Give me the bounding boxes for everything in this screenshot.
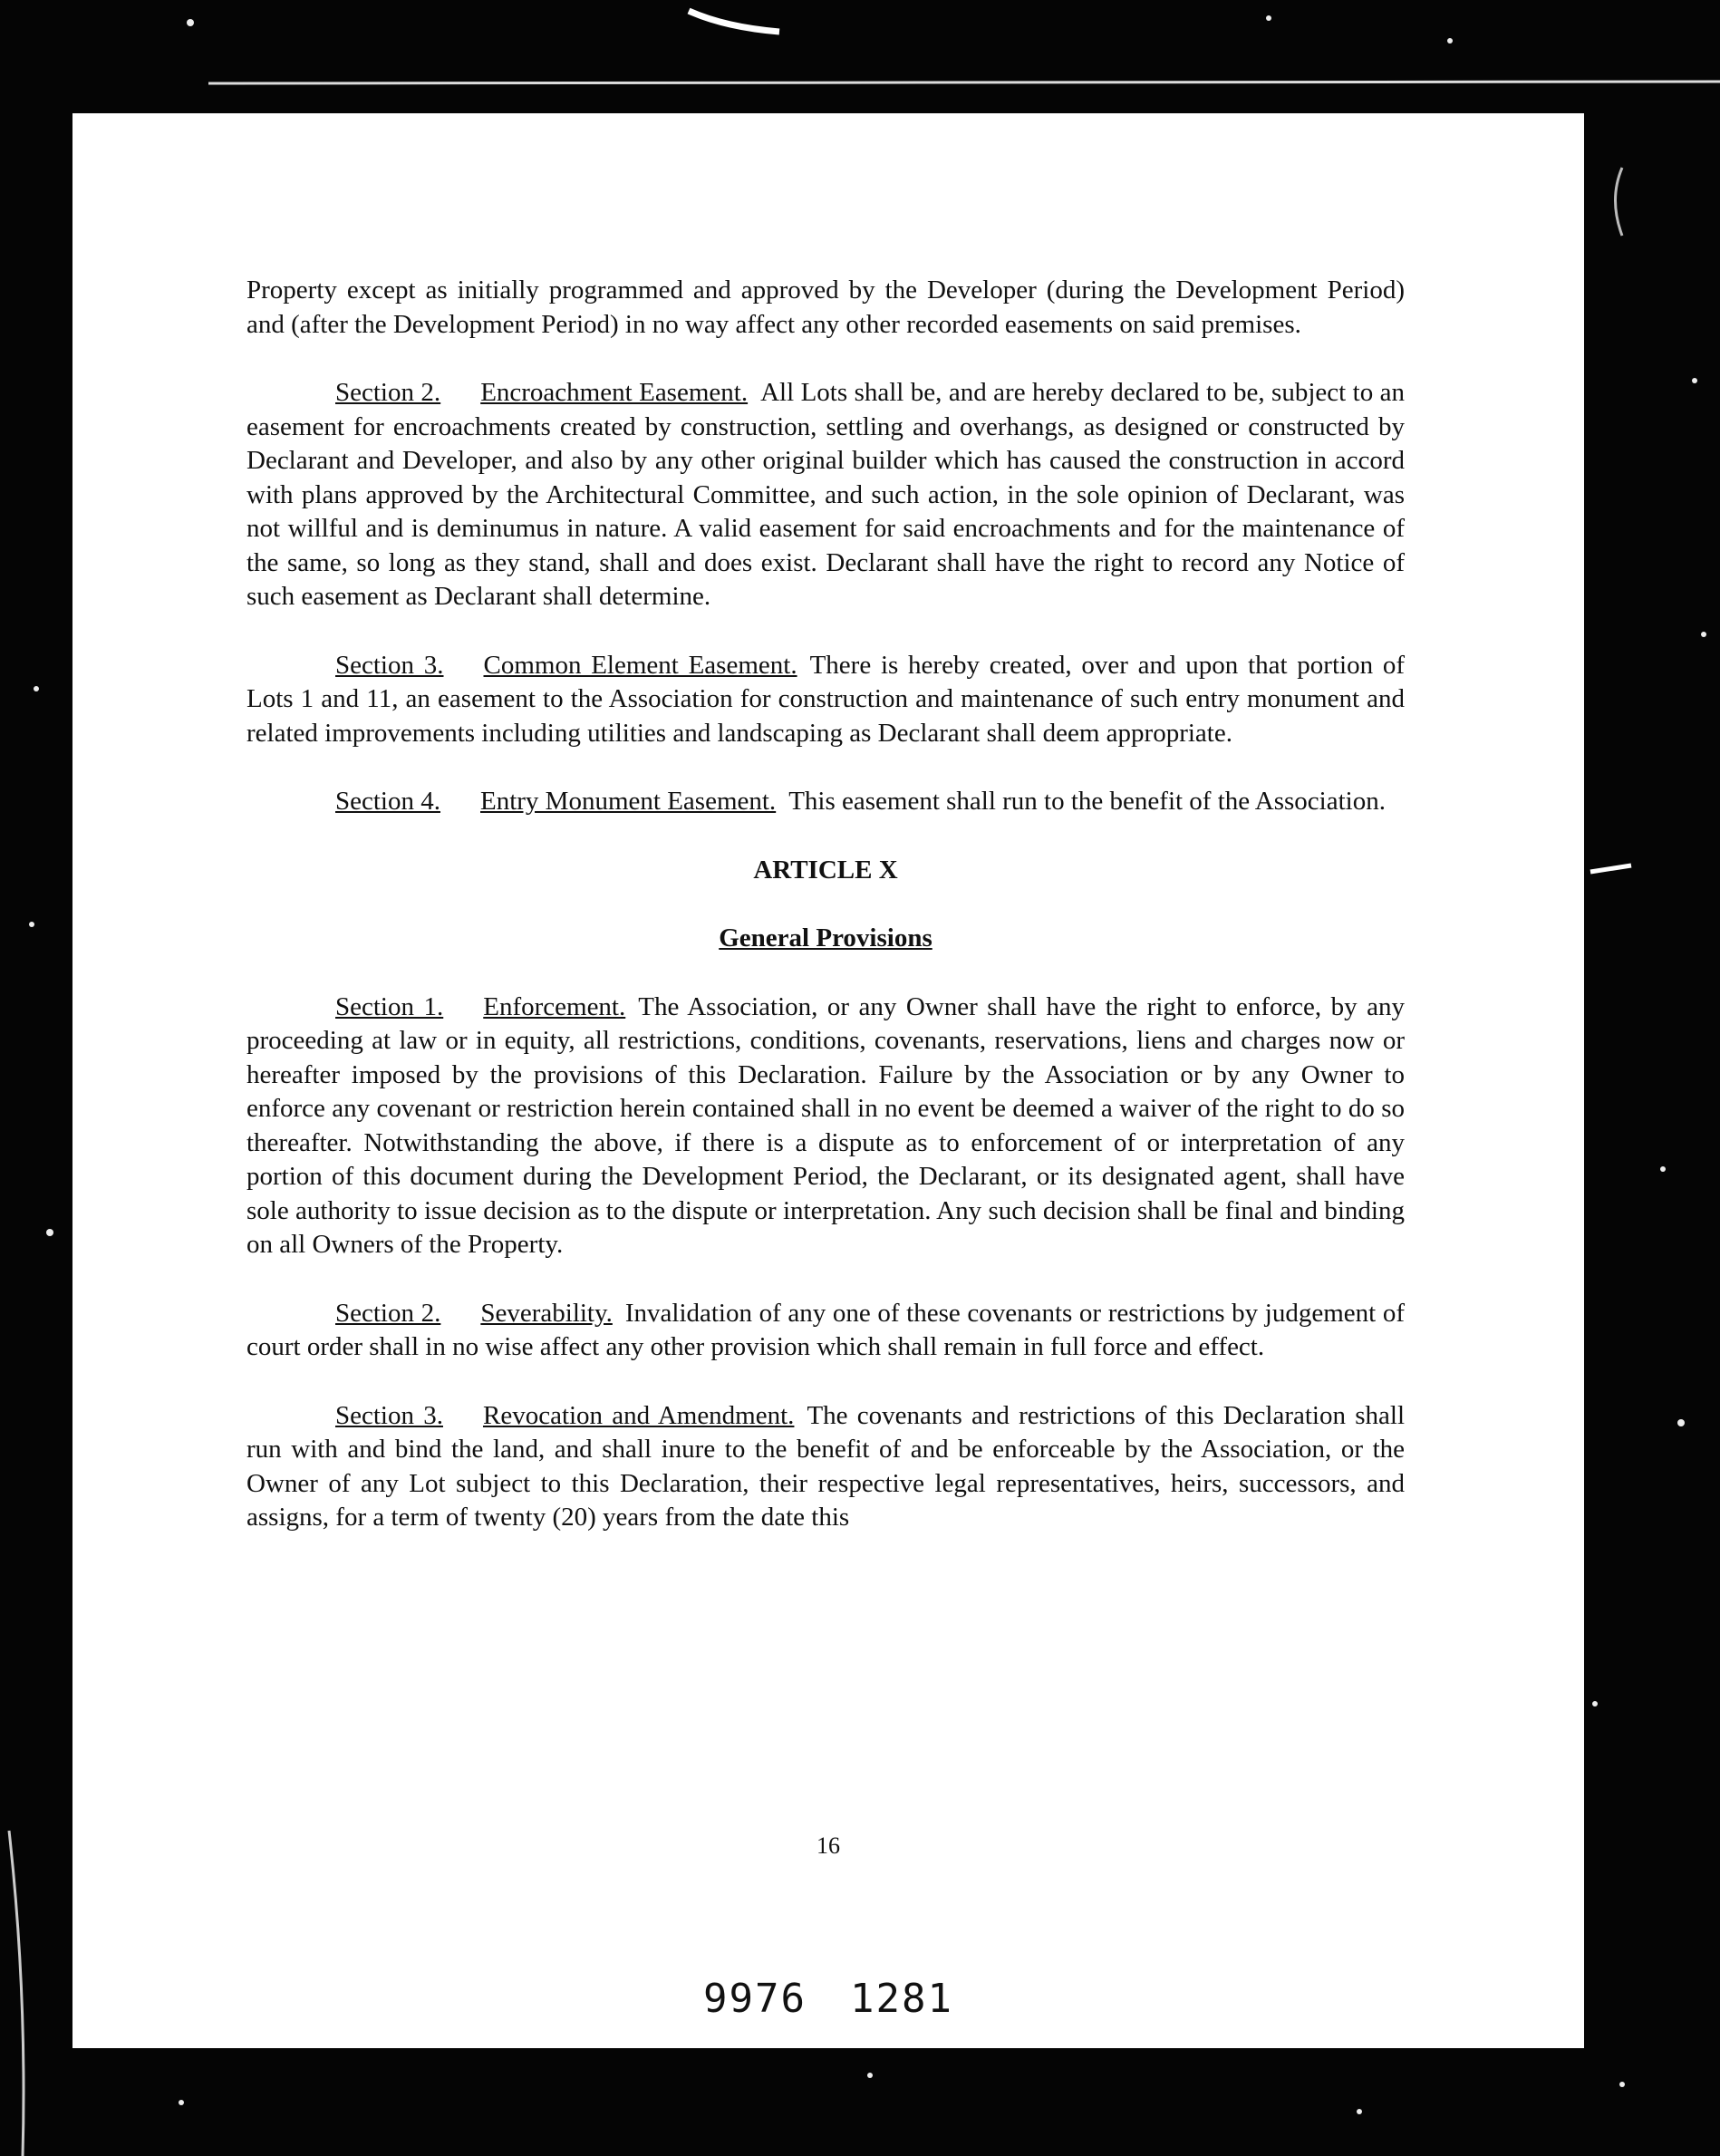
article-subheading: General Provisions [719, 923, 932, 952]
section-title: Revocation and Amendment. [482, 1400, 795, 1430]
section-number: Section 2. [335, 1298, 441, 1328]
section-number: Section 1. [335, 991, 444, 1021]
recording-stamp [72, 1976, 1584, 2022]
section-number: Section 3. [335, 1400, 443, 1430]
section-body: There is hereby created, over and upon that portion of Lots 1 and 11, an easement to the Association for construction and maintenance of such entry monument and related improvements including utilities and landscaping as Declarant shall deem appropriate. [246, 650, 1405, 748]
section-title: Encroachment Easement. [480, 378, 749, 407]
section-title: Enforcement. [483, 991, 626, 1021]
article-section-3-revocation [246, 1399, 1405, 1535]
section-body: Invalidation of any one of these covenants or restrictions by judgement of court order shall in no wise affect any other provision which shall remain in full force and effect. [246, 1298, 1405, 1361]
section-number: Section 2. [335, 378, 441, 407]
section-title: Severability. [480, 1298, 613, 1328]
stamp-book-number: 9976 [703, 1976, 807, 2022]
document-page [72, 113, 1584, 2048]
section-body: This easement shall run to the benefit of the Association. [788, 787, 1386, 816]
section-body: The Association, or any Owner shall have the right to enforce, by any proceeding at law or in equity, all restrictions, conditions, covenants, reservations, liens and charges now or hereafter imposed by the provisions of this Declaration. Failure by the Association or by any Owner to enforce any covenant or restriction herein contained shall in no event be deemed a waiver of the right to do so thereafter. Notwithstanding the above, if there is a dispute as to enforcement of or interpretation of any portion of this document during the Development Period, the Declarant, or its designated agent, shall have sole authority to issue decision as to the dispute or interpretation. Any such decision shall be final and binding on all Owners of the Property. [246, 991, 1405, 1259]
section-body: The covenants and restrictions of this Declaration shall run with and bind the land, and shall inure to the benefit of and be enforceable by the Association, or the Owner of any Lot subject to this Declaration, their respective legal representatives, heirs, successors, and assigns, for a term of twenty (20) years from the date this [246, 1400, 1406, 1532]
section-number: Section 4. [335, 787, 440, 816]
page-number: 16 [817, 1832, 840, 1859]
section-title: Entry Monument Easement. [480, 787, 777, 816]
section-title: Common Element Easement. [483, 650, 797, 680]
section-body: All Lots shall be, and are hereby declared to be, subject to an easement for encroachments created by construction, settling and overhangs, as designed or constructed by Declarant and Developer, and also by any other original builder which has caused the construction in accord with plans approved by the Architectural Committee, and such action, in the sole opinion of Declarant, was not willful and is deminumus in nature. A valid easement for said encroachments and for the maintenance of the same, so long as they stand, shall and does exist. Declarant shall have the right to record any Notice of such easement as Declarant shall determine. [246, 378, 1406, 611]
section-2-encroachment-easement [246, 376, 1405, 614]
page-body [246, 274, 1405, 1570]
article-heading: ARTICLE X [753, 855, 898, 885]
article-section-1-enforcement [246, 991, 1405, 1262]
continuation-paragraph: Property except as initially programmed and approved by the Developer (during the Development Period) and (after the Development Period) in no way affect any other recorded easements on said premises. [246, 276, 1405, 339]
stamp-page-number: 1281 [850, 1976, 953, 2022]
section-4-entry-monument-easement [246, 785, 1405, 819]
section-number: Section 3. [335, 650, 444, 680]
section-3-common-element-easement [246, 649, 1405, 751]
article-section-2-severability [246, 1297, 1405, 1365]
